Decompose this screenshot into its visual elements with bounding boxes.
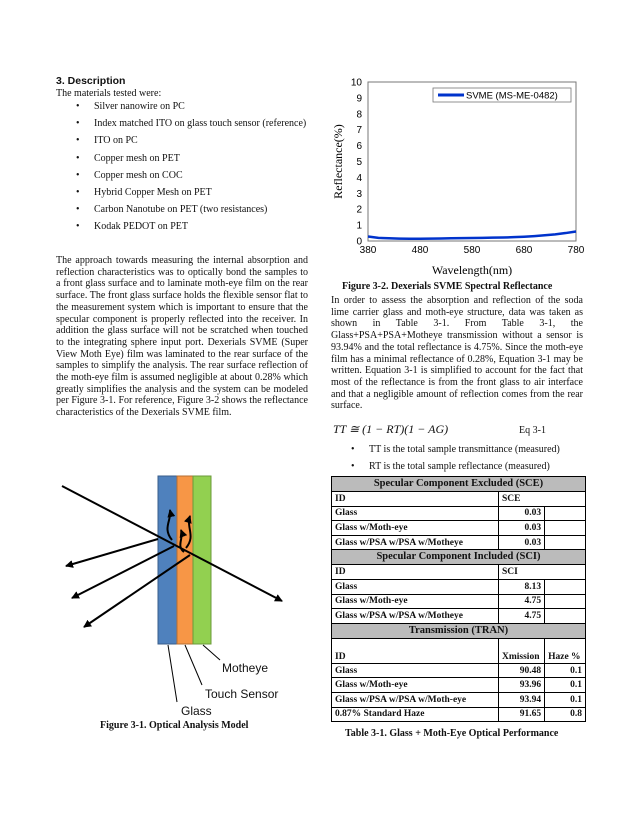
- table-cell: 8.13: [499, 579, 545, 594]
- equation: TT ≅ (1 − RT)(1 − AG): [333, 422, 449, 436]
- table-cell: 93.94: [499, 692, 545, 707]
- table-cell: Glass w/PSA w/PSA w/Motheye: [332, 535, 499, 550]
- table-cell: ID: [332, 565, 499, 580]
- motheye-leader: [203, 645, 220, 660]
- y-tick-label: 1: [356, 220, 362, 232]
- y-tick-label: 0: [356, 236, 362, 248]
- y-axis-label: Reflectance(%): [331, 124, 345, 199]
- list-item: • Silver nanowire on PC: [56, 101, 308, 113]
- chart-legend: [433, 88, 571, 102]
- tran-header: Transmission (TRAN): [332, 623, 586, 638]
- table-row: [332, 678, 586, 693]
- table-row: [332, 609, 586, 624]
- table-cell: 0.03: [499, 535, 545, 550]
- list-item: • Copper mesh on COC: [56, 170, 308, 182]
- table-cell: 4.75: [499, 594, 545, 609]
- table-row: [332, 692, 586, 707]
- table-row: [332, 638, 586, 663]
- list-item: • Copper mesh on PET: [56, 153, 308, 165]
- table-cell: 0.03: [499, 506, 545, 521]
- list-item: • Kodak PEDOT on PET: [56, 221, 308, 233]
- touch-sensor-layer: [177, 476, 193, 644]
- assessment-paragraph: In order to assess the absorption and reflection of the soda lime carrier glass and moth-eye structure, data was taken as shown in Table 3-1. From Table 3-1, the Glass+PSA+PSA+Motheye transmission without a sensor is 93.94% and the total reflectance is 4.75%. Since the moth-eye film has a minimal reflectance of 0.28%, Equation 3-1 may be written. Equation 3-1 is simplified to account for the fact that most of the reflectance is from the front glass to air interface and that a negligible amount of reflection comes from the rear surface.: [331, 295, 583, 412]
- y-tick-label: 8: [356, 109, 362, 121]
- reflectance-chart: [330, 74, 585, 280]
- x-tick-label: 580: [463, 245, 481, 256]
- materials-list: [56, 101, 308, 239]
- table-cell: Glass: [332, 579, 499, 594]
- table-cell: SCE: [499, 492, 586, 507]
- list-item: • Hybrid Copper Mesh on PET: [56, 187, 308, 199]
- table-row: [332, 594, 586, 609]
- list-item: • RT is the total sample reflectance (measured): [331, 461, 583, 473]
- x-tick-label: 680: [515, 245, 533, 256]
- x-tick-label: 380: [359, 245, 377, 256]
- y-tick-label: 9: [356, 93, 362, 105]
- y-tick-label: 5: [356, 157, 362, 168]
- y-tick-label: 7: [356, 125, 362, 137]
- motheye-label: Motheye: [222, 661, 269, 675]
- table-row: [332, 663, 586, 678]
- table-cell: Xmission: [499, 638, 545, 663]
- table-cell: 93.96: [499, 678, 545, 693]
- table-cell: 0.87% Standard Haze: [332, 707, 499, 722]
- table-row: [332, 506, 586, 521]
- y-tick-label: 3: [356, 188, 362, 200]
- sci-header: Specular Component Included (SCI): [332, 550, 586, 565]
- table-cell: 0.1: [545, 663, 586, 678]
- sce-header: Specular Component Excluded (SCE): [332, 477, 586, 492]
- table-caption: Table 3-1. Glass + Moth-Eye Optical Performance: [345, 728, 559, 739]
- y-tick-label: 4: [356, 172, 362, 184]
- x-tick-label: 480: [411, 245, 429, 256]
- optical-analysis-diagram: [50, 470, 320, 720]
- approach-paragraph: The approach towards measuring the internal absorption and reflection characteristics was to optically bond the samples to a front glass surface and to laminate moth-eye film on the rear surface. The front glass surface holds the flexible sensor flat to the measurement system which is important to ensure that the specular component is properly reflected into the receiver. In addition the glass surface will not be scratched when touched to the integrating sphere input port. Dexerials SVME (Super View Moth Eye) film was laminated to the rear surface of the samples to simplify the analysis. The rear surface reflection of the moth-eye film is assumed negligible at about 0.28% which greatly simplifies the analysis and the system can be modeled per Figure 3-1. For reference, Figure 3-2 shows the reflectance characteristics of the Dexerials SVME film.: [56, 255, 308, 419]
- definitions-list: [331, 444, 583, 478]
- table-cell: Haze %: [545, 638, 586, 663]
- figure-2-caption: Figure 3-2. Dexerials SVME Spectral Reflectance: [342, 281, 553, 292]
- table-row: [332, 535, 586, 550]
- table-row: [332, 579, 586, 594]
- table-cell: Glass w/PSA w/PSA w/Motheye: [332, 609, 499, 624]
- table-cell: 90.48: [499, 663, 545, 678]
- equation-label: Eq 3-1: [519, 425, 546, 436]
- table-cell: 0.1: [545, 692, 586, 707]
- plot-area: [368, 82, 576, 241]
- glass-layer: [158, 476, 177, 644]
- table-cell: Glass: [332, 506, 499, 521]
- legend-label: SVME (MS-ME-0482): [466, 90, 558, 102]
- x-axis-label: Wavelength(nm): [431, 263, 513, 277]
- x-tick-label: 780: [567, 245, 585, 256]
- glass-leader: [168, 645, 177, 702]
- y-tick-label: 2: [356, 204, 362, 216]
- y-tick-label: 6: [356, 141, 362, 153]
- glass-label: Glass: [181, 704, 212, 718]
- table-cell: 0.03: [499, 521, 545, 536]
- table-cell: Glass: [332, 663, 499, 678]
- table-row: [332, 707, 586, 722]
- table-row: [332, 492, 586, 507]
- y-tick-label: 10: [350, 77, 362, 89]
- list-item: • TT is the total sample transmittance (measured): [331, 444, 583, 456]
- list-item: • ITO on PC: [56, 135, 308, 147]
- table-cell: 91.65: [499, 707, 545, 722]
- table-row: [332, 565, 586, 580]
- list-item: • Index matched ITO on glass touch sensor (reference): [56, 118, 308, 130]
- touch-sensor-label: Touch Sensor: [205, 687, 279, 701]
- table-cell: 4.75: [499, 609, 545, 624]
- table-cell: ID: [332, 638, 499, 663]
- table-cell: Glass w/Moth-eye: [332, 594, 499, 609]
- table-cell: Glass w/Moth-eye: [332, 521, 499, 536]
- optical-performance-table: [331, 476, 586, 722]
- table-cell: Glass w/Moth-eye: [332, 678, 499, 693]
- table-row: [332, 521, 586, 536]
- figure-1-caption: Figure 3-1. Optical Analysis Model: [100, 720, 249, 731]
- table-cell: 0.1: [545, 678, 586, 693]
- chart-axes: [368, 82, 576, 241]
- list-item: • Carbon Nanotube on PET (two resistances): [56, 204, 308, 216]
- table-cell: ID: [332, 492, 499, 507]
- table-cell: SCI: [499, 565, 586, 580]
- table-cell: Glass w/PSA w/PSA w/Moth-eye: [332, 692, 499, 707]
- table-cell: 0.8: [545, 707, 586, 722]
- materials-intro: The materials tested were:: [56, 88, 162, 99]
- section-title: 3. Description: [56, 75, 126, 87]
- touch-sensor-leader: [185, 645, 202, 685]
